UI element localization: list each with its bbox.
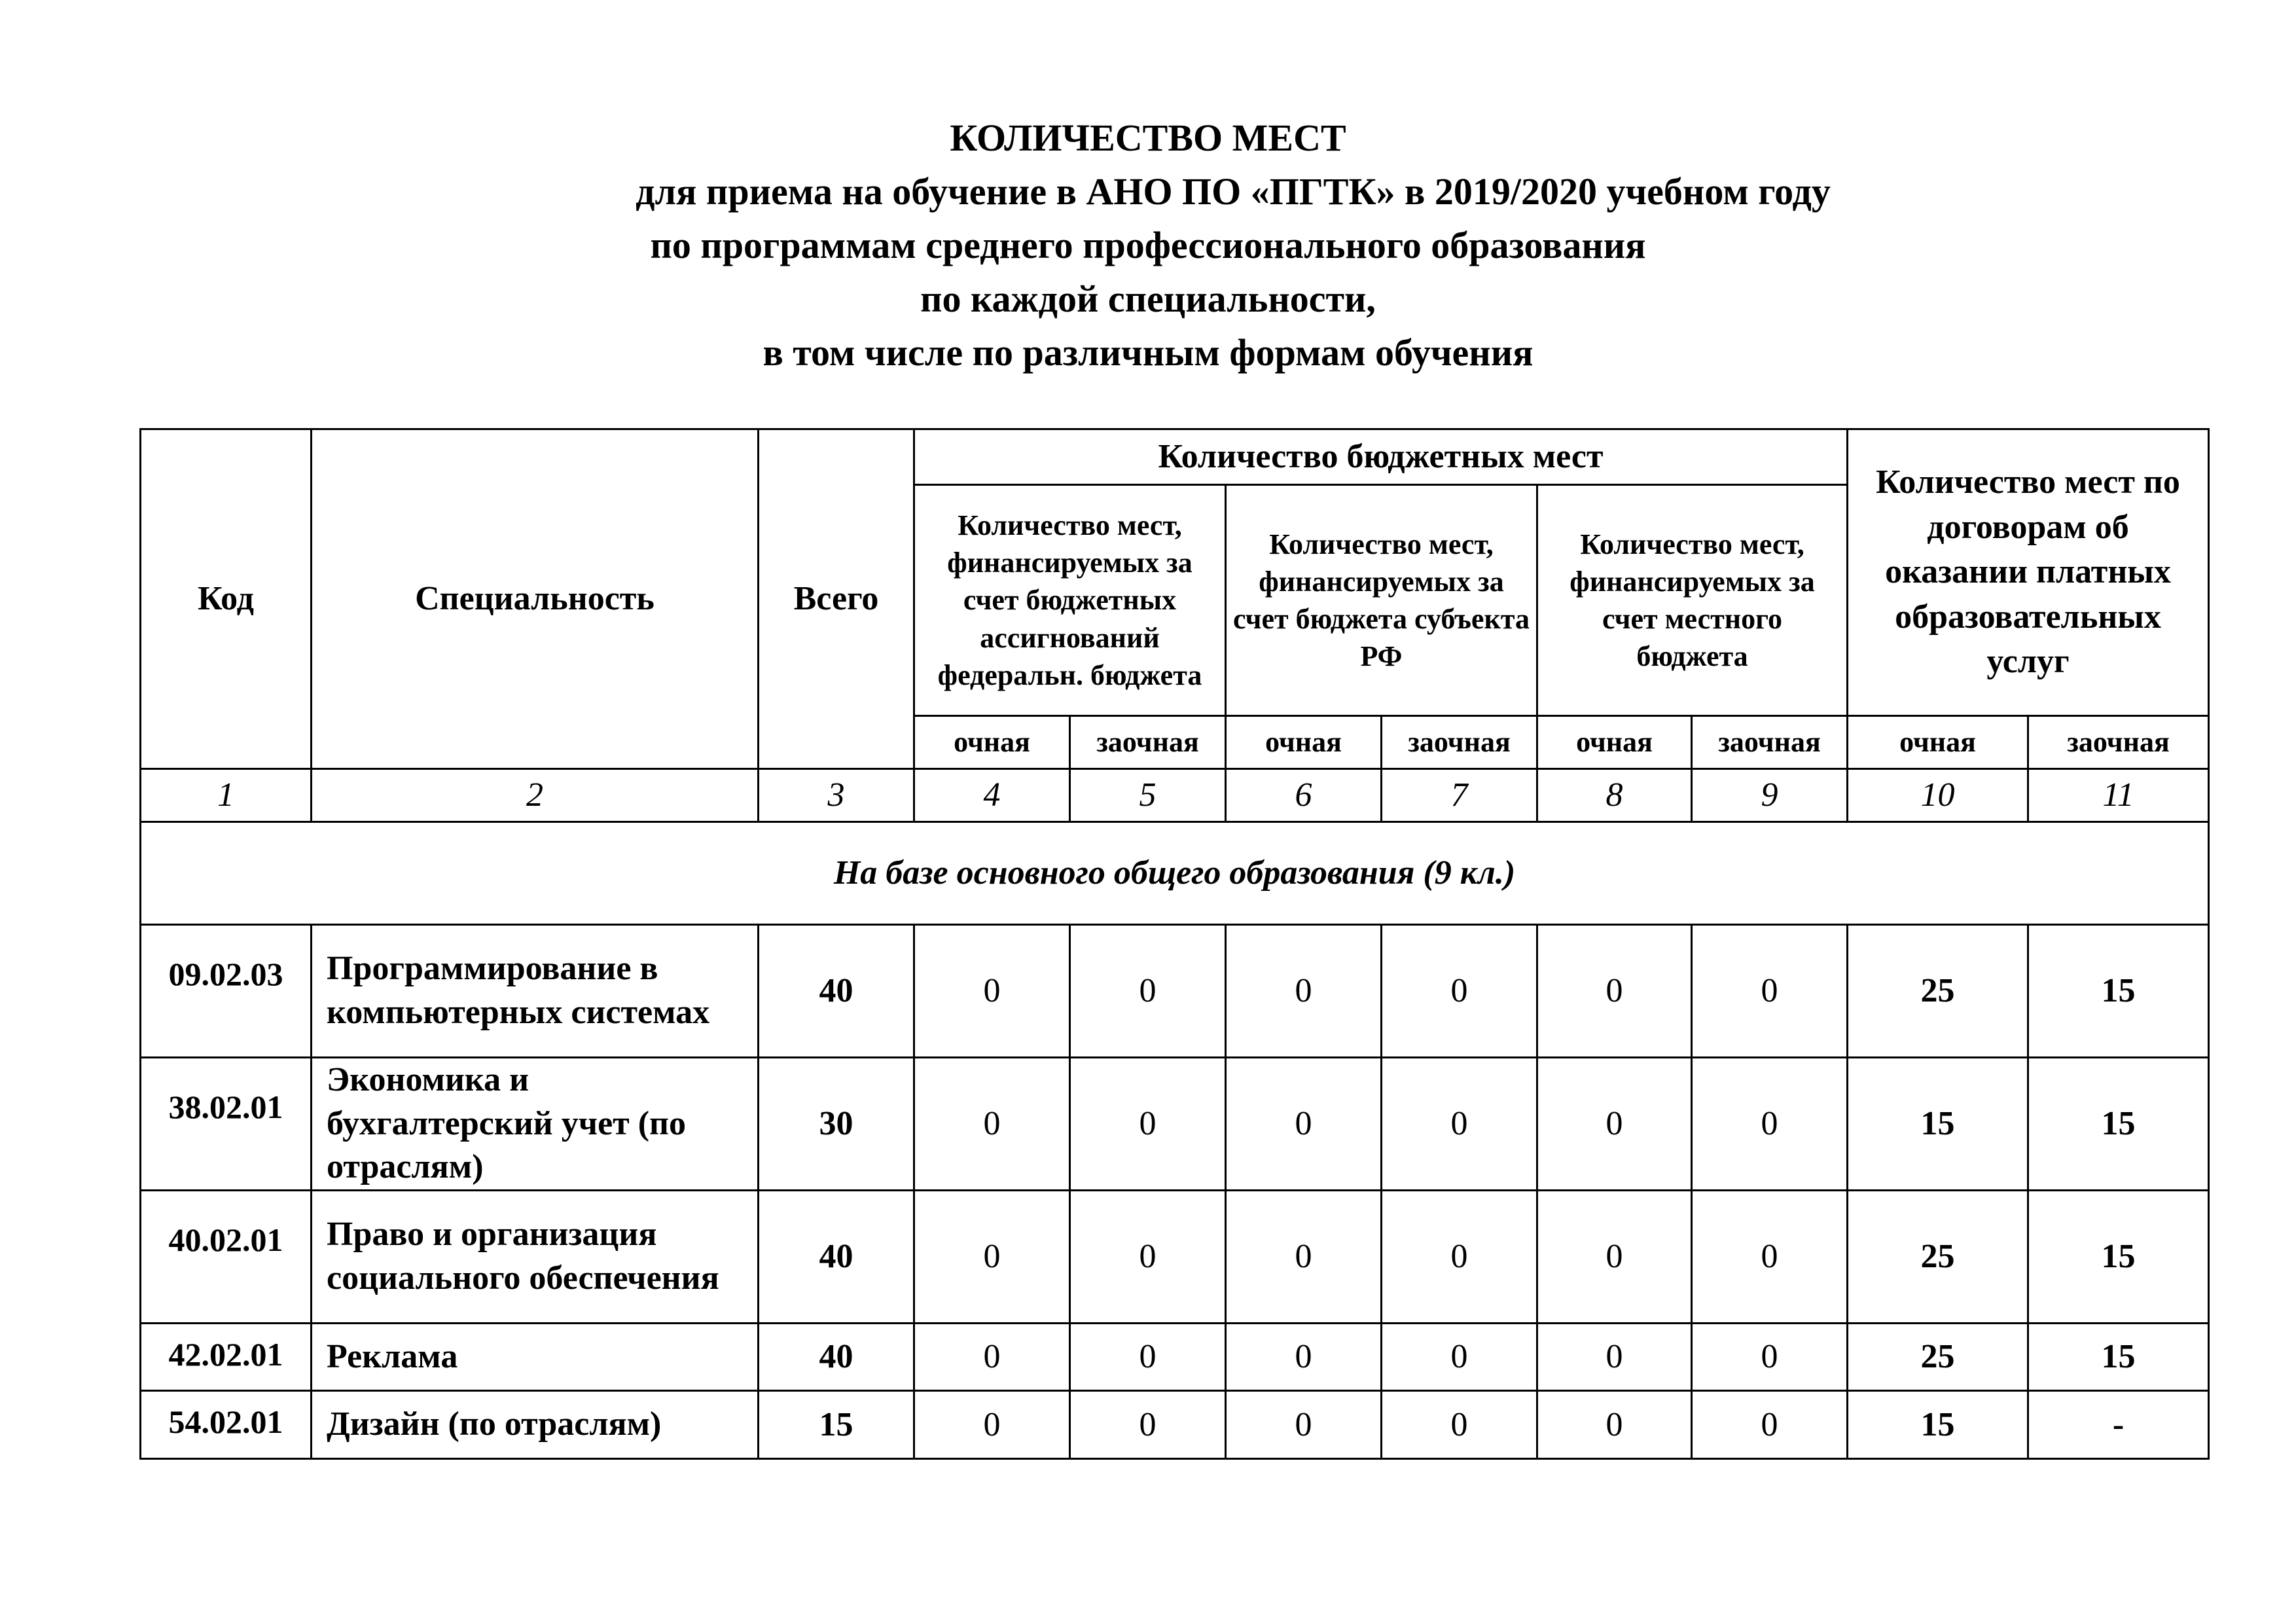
title-line-5: в том числе по различным формам обучения <box>762 331 1534 374</box>
column-number: 1 <box>141 769 312 822</box>
federal-full-time-places: 0 <box>914 1391 1070 1459</box>
title-line-1: КОЛИЧЕСТВО МЕСТ <box>950 117 1346 159</box>
header-regional-budget: Количество мест, финансируемых за счет бюджета субъекта РФ <box>1226 485 1537 716</box>
local-part-time-places: 0 <box>1692 1058 1848 1191</box>
paid-full-time-places: 15 <box>1848 1391 2028 1459</box>
regional-part-time-places: 0 <box>1382 1191 1537 1324</box>
document-title <box>0 111 2296 380</box>
local-full-time-places: 0 <box>1537 1391 1692 1459</box>
section-title: На базе основного общего образования (9 кл.) <box>141 822 2209 925</box>
header-code: Код <box>141 429 312 769</box>
header-total: Всего <box>759 429 914 769</box>
section-header-row <box>141 822 2209 925</box>
header-paid-part-time: заочная <box>2028 716 2209 769</box>
header-regional-full-time: очная <box>1226 716 1382 769</box>
paid-part-time-places: 15 <box>2028 1324 2209 1391</box>
title-line-3: по программам среднего профессионального образования <box>650 224 1646 266</box>
header-federal-part-time: заочная <box>1070 716 1226 769</box>
regional-full-time-places: 0 <box>1226 925 1382 1058</box>
regional-part-time-places: 0 <box>1382 1324 1537 1391</box>
federal-full-time-places: 0 <box>914 1191 1070 1324</box>
header-row-1 <box>141 429 2209 485</box>
specialty-name: Программирование в компьютерных системах <box>312 925 759 1058</box>
specialty-name: Экономика и бухгалтерский учет (по отраслям) <box>312 1058 759 1191</box>
column-number: 5 <box>1070 769 1226 822</box>
table-row <box>141 1058 2209 1191</box>
table-row <box>141 1391 2209 1459</box>
total-places: 15 <box>759 1391 914 1459</box>
specialty-code: 40.02.01 <box>141 1191 312 1324</box>
header-regional-part-time: заочная <box>1382 716 1537 769</box>
total-places: 40 <box>759 1324 914 1391</box>
paid-part-time-places: 15 <box>2028 1191 2209 1324</box>
total-places: 40 <box>759 1191 914 1324</box>
header-paid-places: Количество мест по договорам об оказании платных образовательных услуг <box>1848 429 2209 716</box>
regional-part-time-places: 0 <box>1382 1391 1537 1459</box>
column-number: 6 <box>1226 769 1382 822</box>
column-number: 10 <box>1848 769 2028 822</box>
regional-full-time-places: 0 <box>1226 1058 1382 1191</box>
federal-part-time-places: 0 <box>1070 925 1226 1058</box>
paid-part-time-places: - <box>2028 1391 2209 1459</box>
specialty-name: Право и организация социального обеспечения <box>312 1191 759 1324</box>
regional-part-time-places: 0 <box>1382 925 1537 1058</box>
federal-full-time-places: 0 <box>914 925 1070 1058</box>
specialty-code: 09.02.03 <box>141 925 312 1058</box>
column-number: 4 <box>914 769 1070 822</box>
federal-part-time-places: 0 <box>1070 1391 1226 1459</box>
table-row <box>141 1324 2209 1391</box>
local-full-time-places: 0 <box>1537 1058 1692 1191</box>
paid-full-time-places: 15 <box>1848 1058 2028 1191</box>
table-row <box>141 1191 2209 1324</box>
specialty-code: 42.02.01 <box>141 1324 312 1391</box>
total-places: 30 <box>759 1058 914 1191</box>
regional-part-time-places: 0 <box>1382 1058 1537 1191</box>
federal-part-time-places: 0 <box>1070 1191 1226 1324</box>
federal-part-time-places: 0 <box>1070 1324 1226 1391</box>
header-federal-budget: Количество мест, финансируемых за счет бюджетных ассигнований федеральн. бюджета <box>914 485 1226 716</box>
local-part-time-places: 0 <box>1692 1391 1848 1459</box>
federal-full-time-places: 0 <box>914 1324 1070 1391</box>
federal-full-time-places: 0 <box>914 1058 1070 1191</box>
paid-full-time-places: 25 <box>1848 1191 2028 1324</box>
local-part-time-places: 0 <box>1692 925 1848 1058</box>
local-full-time-places: 0 <box>1537 1324 1692 1391</box>
admission-places-table <box>139 428 2210 1460</box>
title-line-2: для приема на обучение в АНО ПО «ПГТК» в 2019/2020 учебном году <box>636 170 1831 213</box>
local-full-time-places: 0 <box>1537 1191 1692 1324</box>
header-local-budget: Количество мест, финансируемых за счет местного бюджета <box>1537 485 1848 716</box>
header-budget-places: Количество бюджетных мест <box>914 429 1848 485</box>
specialty-name: Дизайн (по отраслям) <box>312 1391 759 1459</box>
specialty-name: Реклама <box>312 1324 759 1391</box>
header-specialty: Специальность <box>312 429 759 769</box>
column-number: 8 <box>1537 769 1692 822</box>
local-part-time-places: 0 <box>1692 1191 1848 1324</box>
table-row <box>141 925 2209 1058</box>
local-part-time-places: 0 <box>1692 1324 1848 1391</box>
column-number: 2 <box>312 769 759 822</box>
federal-part-time-places: 0 <box>1070 1058 1226 1191</box>
header-federal-full-time: очная <box>914 716 1070 769</box>
paid-part-time-places: 15 <box>2028 925 2209 1058</box>
specialty-code: 38.02.01 <box>141 1058 312 1191</box>
header-local-part-time: заочная <box>1692 716 1848 769</box>
column-number: 9 <box>1692 769 1848 822</box>
paid-full-time-places: 25 <box>1848 1324 2028 1391</box>
column-numbers-row <box>141 769 2209 822</box>
column-number: 3 <box>759 769 914 822</box>
regional-full-time-places: 0 <box>1226 1391 1382 1459</box>
column-number: 11 <box>2028 769 2209 822</box>
regional-full-time-places: 0 <box>1226 1324 1382 1391</box>
column-number: 7 <box>1382 769 1537 822</box>
header-local-full-time: очная <box>1537 716 1692 769</box>
local-full-time-places: 0 <box>1537 925 1692 1058</box>
header-paid-full-time: очная <box>1848 716 2028 769</box>
total-places: 40 <box>759 925 914 1058</box>
title-line-4: по каждой специальности, <box>920 278 1376 320</box>
paid-part-time-places: 15 <box>2028 1058 2209 1191</box>
regional-full-time-places: 0 <box>1226 1191 1382 1324</box>
specialty-code: 54.02.01 <box>141 1391 312 1459</box>
paid-full-time-places: 25 <box>1848 925 2028 1058</box>
